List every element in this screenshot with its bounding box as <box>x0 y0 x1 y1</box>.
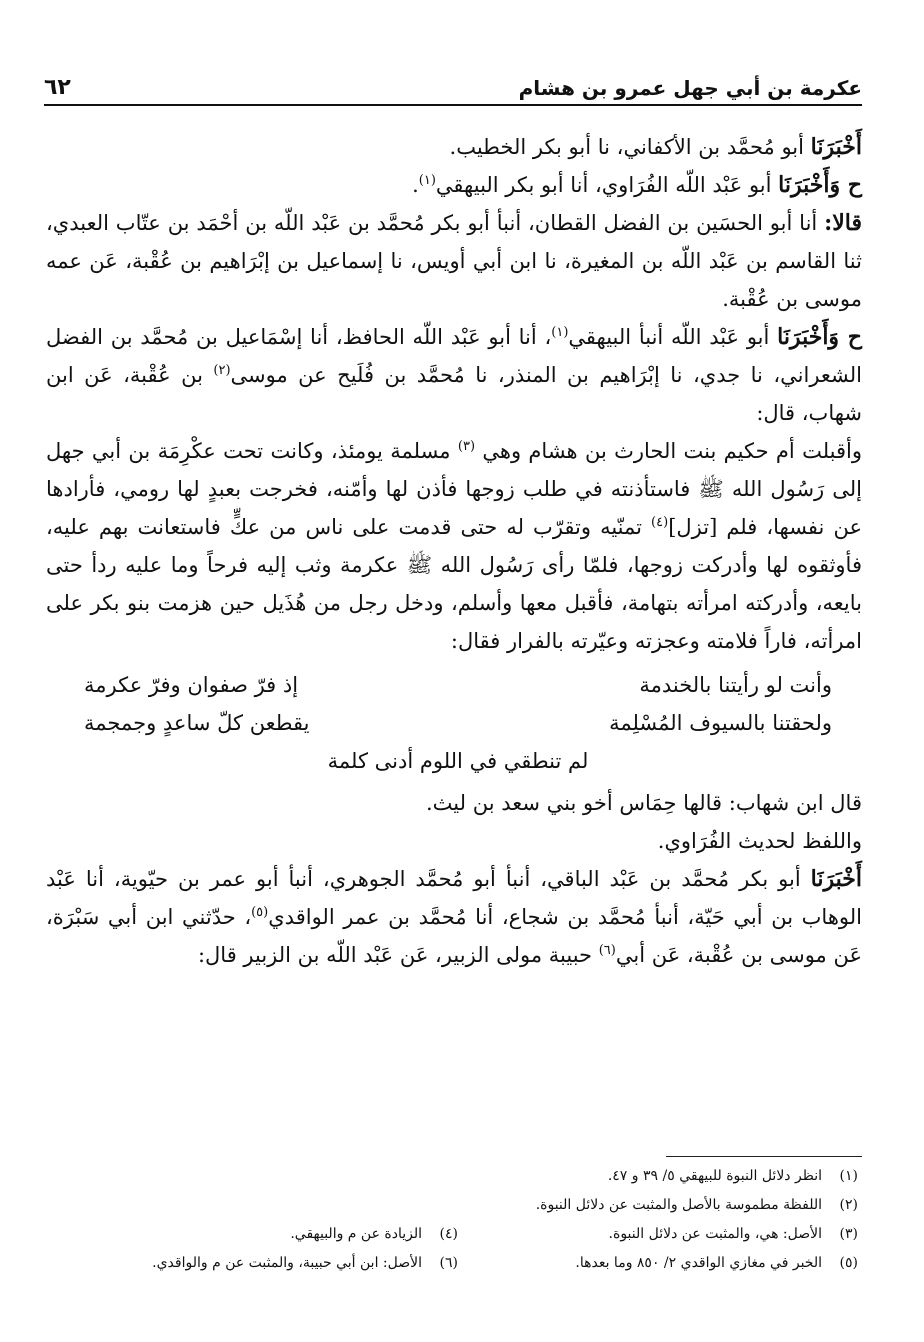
header-title: عكرمة بن أبي جهل عمرو بن هشام <box>518 76 862 100</box>
qala-keyword: قالا: <box>824 210 862 236</box>
footnote-ref: (٦) <box>598 943 616 958</box>
page-number: ٦٢ <box>44 75 71 100</box>
paragraph-text: قال ابن شهاب: قالها حِمَاس أخو بني سعد بن ليث. <box>426 791 862 815</box>
paragraph-text: أنا أبو الحسَين بن الفضل القطان، أنبأ أبو بكر مُحمَّد بن عَبْد اللّه بن أحْمَد بن عتّاب العبدي، ثنا القاسم بن عَبْد اللّه بن المغيرة، نا ابن أبي أويس، نا إسماعيل بن إبْرَاهيم بن عُقْبة، عَن عمه موسى بن عُقْبة. <box>46 211 862 311</box>
isnad-paragraph-4 <box>46 318 862 432</box>
footnote-row <box>46 1220 858 1249</box>
paragraph-text: واللفظ لحديث الفُرَاوي. <box>657 829 862 853</box>
akhbarana-keyword: وَأَخْبَرَنَا <box>777 324 840 350</box>
paragraph-text: أبو مُحمَّد بن الأكفاني، نا أبو بكر الخطيب. <box>449 135 811 159</box>
paragraph-text: تمنّيه وتقرّب له حتى قدمت على ناس من عكٍّ فاستعانت بهم عليه، فأوثقوه لها وأدركت زوجها، فلمّا رأى رَسُول الله ﷺ عكرمة وثب إليه فرحاً وما عليه ردأ حتى بايعه، وأدركته امرأته بتهامة، فأقبل معها وأسلم، ودخل رجل من هُذَيل حين هزمت بنو بكر على امرأته، فاراً فلامته وعجزته وعيّرته بالفرار فقال: <box>46 515 862 653</box>
footnote-row <box>46 1162 858 1191</box>
ha-marker: ح <box>839 324 862 350</box>
akhbarana-keyword: أَخْبَرَنَا <box>810 134 862 160</box>
footnote-text: انظر دلائل النبوة للبيهقي ٥/ ٣٩ و ٤٧. <box>607 1168 822 1184</box>
poem-verse-1 <box>46 666 862 704</box>
narrative-paragraph <box>46 432 862 660</box>
poem-verse-2 <box>46 704 862 742</box>
footnote-text: اللفظة مطموسة بالأصل والمثبت عن دلائل النبوة. <box>535 1197 822 1213</box>
footnote-item <box>536 1191 858 1220</box>
footnote-number: (٦) <box>439 1255 458 1271</box>
footnote-item <box>458 1220 858 1249</box>
paragraph-text: مسلمة يومئذ، وكانت تحت عكْرِمَة بن أبي جهل إلى رَسُول الله ﷺ فاستأذنته في طلب زوجها فأذن لها وأمّنه، فخرجت بعبدٍ لها رومي، فأرادها عن نفسها، فلم [تزل] <box>46 439 862 539</box>
footnote-number: (٥) <box>839 1255 858 1271</box>
paragraph-text-end: . <box>412 173 419 197</box>
paragraph-text: وأقبلت أم حكيم بنت الحارث بن هشام وهي <box>475 439 862 463</box>
footnote-text: الزيادة عن م والبيهقي. <box>290 1226 422 1242</box>
footnote-ref: (١) <box>551 325 569 340</box>
footnote-text: الأصل: هي، والمثبت عن دلائل النبوة. <box>608 1226 822 1242</box>
paragraph-text: حبيبة مولى الزبير، عَن عَبْد اللّه بن الزبير قال: <box>197 943 599 967</box>
footnote-ref: (٣) <box>457 439 476 454</box>
verse-hemistich-1: ولحقتنا بالسيوف المُسْلِمة <box>609 711 832 735</box>
akhbarana-keyword: وَأَخْبَرَنَا <box>778 172 841 198</box>
paragraph-text: أبو بكر مُحمَّد بن عَبْد الباقي، أنبأ أبو مُحمَّد الجوهري، أنبأ أبو عمر بن حيّوية، أنا عَبْد الوهاب بن أبي حَيّة، أنبأ مُحمَّد بن شجاع، أنا مُحمَّد بن عمر الواقدي <box>46 867 862 929</box>
footnote-text: الأصل: ابن أبي حبيبة، والمثبت عن م والواقدي. <box>152 1255 422 1271</box>
verse-hemistich-2: إذ فرّ صفوان وفرّ عكرمة <box>84 673 299 697</box>
footnote-item <box>458 1249 858 1278</box>
wording-note-paragraph <box>46 822 862 860</box>
poem-verse-3 <box>46 742 862 780</box>
paragraph-text: بن عُقْبة، عَن ابن شهاب، قال: <box>46 363 862 425</box>
paragraph-text: ، أنا أبو عَبْد اللّه الحافظ، أنا إسْمَاعيل بن مُحمَّد بن الفضل الشعراني، نا جدي، نا إبْرَاهيم بن المنذر، نا مُحمَّد بن فُلَيح عن موسى <box>46 325 863 387</box>
paragraph-text: أبو عَبْد اللّه أنبأ البيهقي <box>568 325 778 349</box>
footnote-ref: (١) <box>418 173 436 188</box>
isnad-paragraph-2 <box>46 166 862 204</box>
paragraph-text: أبو عَبْد اللّه الفُرَاوي، أنا أبو بكر البيهقي <box>435 173 779 197</box>
footnote-number: (٢) <box>839 1197 858 1213</box>
akhbarana-keyword: أَخْبَرَنَا <box>810 866 862 892</box>
footnote-ref: (٢) <box>213 363 231 378</box>
attribution-paragraph <box>46 784 862 822</box>
footnote-row <box>46 1249 858 1278</box>
footnote-item <box>58 1220 458 1249</box>
paragraph-text: ، حدّثني ابن أبي سَبْرَة، عَن موسى بن عُقْبة، عَن أبي <box>46 905 862 967</box>
ha-marker: ح <box>840 172 862 198</box>
isnad-paragraph-5 <box>46 860 862 974</box>
footnote-item <box>608 1162 858 1191</box>
verse-hemistich-1: وأنت لو رأيتنا بالخندمة <box>639 673 832 697</box>
isnad-paragraph-1 <box>46 128 862 166</box>
footnote-number: (٤) <box>439 1226 458 1242</box>
footnote-number: (١) <box>839 1168 858 1184</box>
main-text <box>46 128 862 974</box>
footnote-row <box>46 1191 858 1220</box>
isnad-paragraph-3 <box>46 204 862 318</box>
footnote-item <box>58 1249 458 1278</box>
footnote-ref: (٥) <box>251 905 269 920</box>
footnote-ref: (٤) <box>651 515 669 530</box>
running-header <box>44 66 862 106</box>
footnote-number: (٣) <box>839 1226 858 1242</box>
footnotes <box>46 1162 858 1278</box>
verse-hemistich-2: يقطعن كلّ ساعدٍ وجمجمة <box>84 711 310 735</box>
poem <box>46 666 862 780</box>
footnote-text: الخبر في مغازي الواقدي ٢/ ٨٥٠ وما بعدها. <box>575 1255 822 1271</box>
footnote-separator <box>666 1156 862 1157</box>
verse-line: لم تنطقي في اللوم أدنى كلمة <box>327 749 589 773</box>
